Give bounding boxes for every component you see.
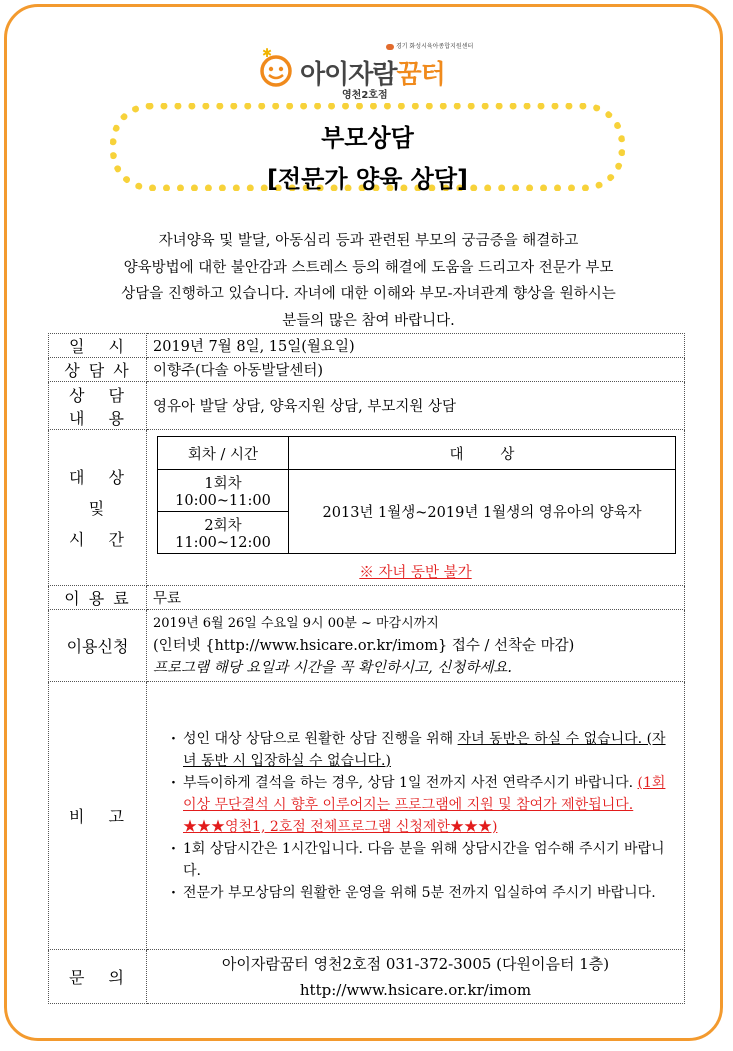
logo-brand: 아이자람꿈터	[300, 60, 445, 90]
row-remarks	[49, 682, 685, 950]
value-content: 영유아 발달 상담, 양육지원 상담, 부모지원 상담	[147, 382, 685, 430]
value-contact: 아이자람꿈터 영천2호점 031-372-3005 (다원이음터 1층) http://www.hsicare.or.kr/imom	[147, 950, 685, 1004]
row-target	[49, 430, 685, 586]
list-item: · 부득이하게 결석을 하는 경우, 상담 1일 전까지 사전 연락주시기 바랍니다. (1회 이상 무단결석 시 향후 이루어지는 프로그램에 지원 및 참여가 제한됩니다. ★★★영천1, 2호점 전체프로그램 신청제한★★★)	[171, 772, 670, 838]
head-target: 대 상	[289, 437, 676, 470]
value-counselor: 이향주(다솔 아동발달센터)	[147, 358, 685, 382]
intro-line: 양육방법에 대한 불안감과 스트레스 등의 해결에 도움을 드리고자 전문가 부모	[123, 259, 614, 276]
label-fee: 이 용 료	[49, 586, 147, 610]
label-content: 상 담 내 용	[49, 382, 147, 430]
logo-branch: 영천2호점	[342, 90, 388, 101]
head-session: 회차 / 시간	[158, 437, 289, 470]
session-1: 1회차 10:00~11:00	[158, 470, 289, 512]
intro-line: 상담을 진행하고 있습니다. 자녀에 대한 이해와 부모-자녀관계 향상을 원하시는	[121, 286, 616, 302]
list-item: · 전문가 부모상담의 원활한 운영을 위해 5분 전까지 입실하여 주시기 바랍니다.	[171, 882, 670, 904]
value-target	[147, 430, 685, 586]
label-remarks: 비 고	[49, 682, 147, 950]
session-2: 2회차 11:00~12:00	[158, 512, 289, 554]
info-table	[48, 333, 685, 1004]
svg-text:✱: ✱	[262, 48, 273, 60]
intro-line: 분들의 많은 참여 바랍니다.	[282, 312, 455, 329]
target-value: 2013년 1월생~2019년 1월생의 영유아의 양육자	[289, 470, 676, 554]
logo	[250, 36, 510, 100]
intro-paragraph	[60, 228, 677, 334]
page-title: 부모상담	[321, 124, 414, 152]
label-apply: 이용신청	[49, 610, 147, 682]
no-children-note: ※ 자녀 동반 불가	[359, 565, 472, 581]
list-item: · 성인 대상 상담으로 원활한 상담 진행을 위해 자녀 동반은 하실 수 없습니다. (자녀 동반 시 입장하실 수 없습니다.)	[171, 728, 670, 772]
row-counselor	[49, 358, 685, 382]
label-date: 일 시	[49, 334, 147, 358]
value-apply: 2019년 6월 26일 수요일 9시 00분 ~ 마감시까지 (인터넷 {http://www.hsicare.or.kr/imom} 접수 / 선착순 마감) 프로그램 해당 요일과 시간을 꼭 확인하시고, 신청하세요.	[147, 610, 685, 682]
row-fee	[49, 586, 685, 610]
label-target: 대 상 및 시 간	[49, 430, 147, 586]
contact-url[interactable]: http://www.hsicare.or.kr/imom	[299, 980, 532, 999]
row-content	[49, 382, 685, 430]
row-date	[49, 334, 685, 358]
page-subtitle: [전문가 양육 상담]	[267, 165, 468, 193]
label-contact: 문 의	[49, 950, 147, 1004]
value-remarks	[147, 682, 685, 950]
schedule-table	[157, 436, 676, 554]
label-counselor: 상 담 사	[49, 358, 147, 382]
value-date: 2019년 7월 8일, 15일(월요일)	[147, 334, 685, 358]
logo-center-name: 경기 화성시육아종합지원센터	[386, 41, 473, 50]
smiling-face-icon	[256, 48, 296, 88]
row-contact	[49, 950, 685, 1004]
intro-line: 자녀양육 및 발달, 아동심리 등과 관련된 부모의 궁금증을 해결하고	[158, 233, 579, 249]
value-fee: 무료	[147, 586, 685, 610]
list-item: · 1회 상담시간은 1시간입니다. 다음 분을 위해 상담시간을 엄수해 주시기 바랍니다.	[171, 838, 670, 882]
row-apply	[49, 610, 685, 682]
title-box	[110, 103, 625, 191]
